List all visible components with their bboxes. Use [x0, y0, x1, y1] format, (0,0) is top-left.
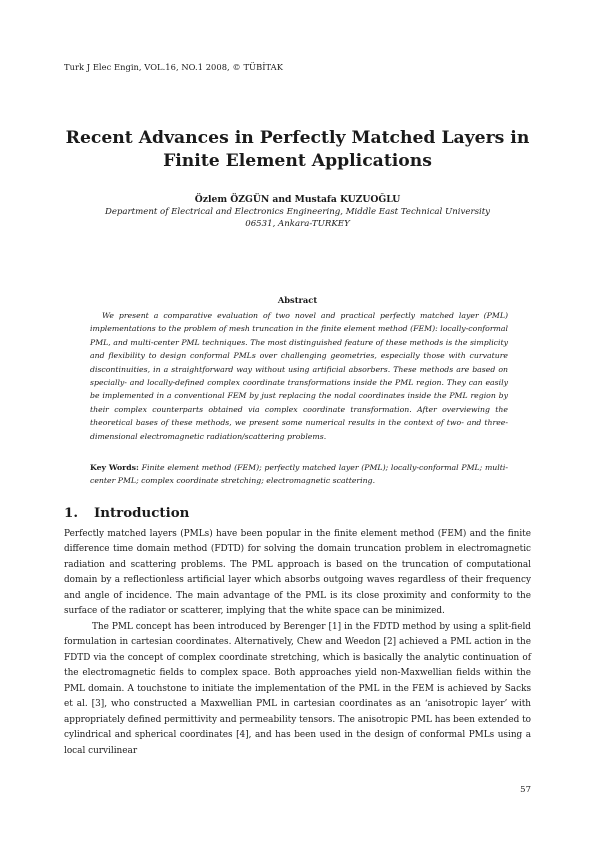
abstract-heading: Abstract [277, 295, 318, 305]
body-paragraph-2: The PML concept has been introduced by Berenger [1] in the FDTD method by using a split-field formulation in cartesian coordinates. Alternatively, Chew and Weedon [2] achieved a PML action in the FDTD via the concept of complex coordinate stretching, which is basically the analytic continuation of the electromagnetic fields to complex space. Both approaches yield non-Maxwellian fields within the PML domain. A touchstone to initiate the implementation of the PML in the FEM is achieved by Sacks et al. [3], who constructed a Maxwellian PML in cartesian coordinates as an ‘anisotropic layer’ with appropriately defined permittivity and permeability tensors. The anisotropic PML has been extended to cylindrical and spherical coordinates [4], and has been used in the design of conformal PMLs using a local curvilinear [64, 622, 531, 756]
affiliation-line-2: 06531, Ankara-TURKEY [245, 218, 350, 229]
running-head: Turk J Elec Engin, VOL.16, NO.1 2008, © TÜBİTAK [64, 62, 283, 72]
affiliation-line-1: Department of Electrical and Electronics Engineering, Middle East Technical University [104, 207, 491, 217]
body-paragraph-1: Perfectly matched layers (PMLs) have been popular in the finite element method (FEM) and the finite difference time domain method (FDTD) for solving the domain truncation problem in electromagnetic radiation and scattering problems. The PML approach is based on the truncation of computational domain by a reflectionless artificial layer which absorbs outgoing waves regardless of their frequency and angle of incidence. The main advantage of the PML is its close proximity and conformity to the surface of the radiator or scatterer, implying that the white space can be minimized. [64, 529, 531, 617]
keywords-text: Finite element method (FEM); perfectly matched layer (PML); locally-conformal PML; multi-center PML; complex coordinate stretching; electromagnetic scattering. [90, 463, 508, 486]
keywords-label: Key Words: [90, 463, 139, 472]
section-heading [64, 505, 189, 521]
section-number: 1. [64, 505, 78, 521]
author-list: Özlem ÖZGÜN and Mustafa KUZUOĞLU [194, 194, 401, 205]
paper-title: Recent Advances in Perfectly Matched Layers in Finite Element Applications [65, 128, 530, 171]
page-number: 57 [520, 785, 531, 795]
abstract-text: We present a comparative evaluation of two novel and practical perfectly matched layer (PML) implementations to the problem of mesh truncation in the finite element method (FEM): locally-conformal PML, and multi-center PML techniques. The most distinguished feature of these methods is the simplicity and flexibility to design conformal PMLs over challenging geometries, especially those with curvature discontinuities, in a straightforward way without using artificial absorbers. These methods are based on specially- and locally-defined complex coordinate transformations inside the PML region. They can easily be implemented in a conventional FEM by just replacing the nodal coordinates inside the PML region by their complex counterparts obtained via complex coordinate transformation. After overviewing the theoretical bases of these methods, we present some numerical results in the context of two- and three-dimensional electromagnetic radiation/scattering problems. [90, 311, 508, 441]
affiliation [40, 207, 555, 230]
section-title: Introduction [94, 505, 190, 521]
keywords [90, 461, 508, 488]
